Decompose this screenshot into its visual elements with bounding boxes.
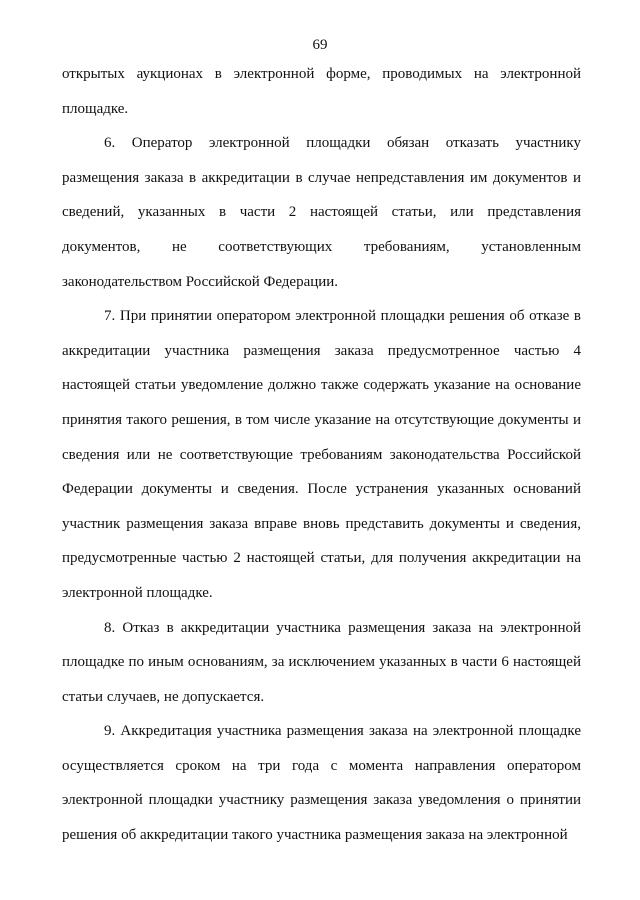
page-number: 69 [312, 37, 328, 53]
paragraph-8: 8. Отказ в аккредитации участника размещения заказа на электронной площадке по иным основаниям, за исключением указанных в части 6 настоящей статьи случаев, не допускается. [62, 619, 581, 705]
paragraph-9: 9. Аккредитация участника размещения заказа на электронной площадке осуществляется сроком на три года с момента направления оператором электронной площадки участнику размещения заказа уведомления о принятии решения об аккредитации такого участника размещения заказа на электронной [62, 723, 581, 844]
document-body [62, 57, 581, 853]
paragraph-continuation: открытых аукционах в электронной форме, проводимых на электронной площадке. [62, 66, 581, 117]
paragraph-7: 7. При принятии оператором электронной площадки решения об отказе в аккредитации участника размещения заказа предусмотренное частью 4 настоящей статьи уведомление должно также содержать указание на основание принятия такого решения, в том числе указание на отсутствующие документы и сведения или не соответствующие требованиям законодательства Российской Федерации документы и сведения. После устранения указанных оснований участник размещения заказа вправе вновь представить документы и сведения, предусмотренные частью 2 настоящей статьи, для получения аккредитации на электронной площадке. [62, 308, 581, 601]
paragraph-6: 6. Оператор электронной площадки обязан отказать участнику размещения заказа в аккредитации в случае непредставления им документов и сведений, указанных в части 2 настоящей статьи, или представления документов, не соответствующих требованиям, установленным законодательством Российской Федерации. [62, 135, 581, 290]
